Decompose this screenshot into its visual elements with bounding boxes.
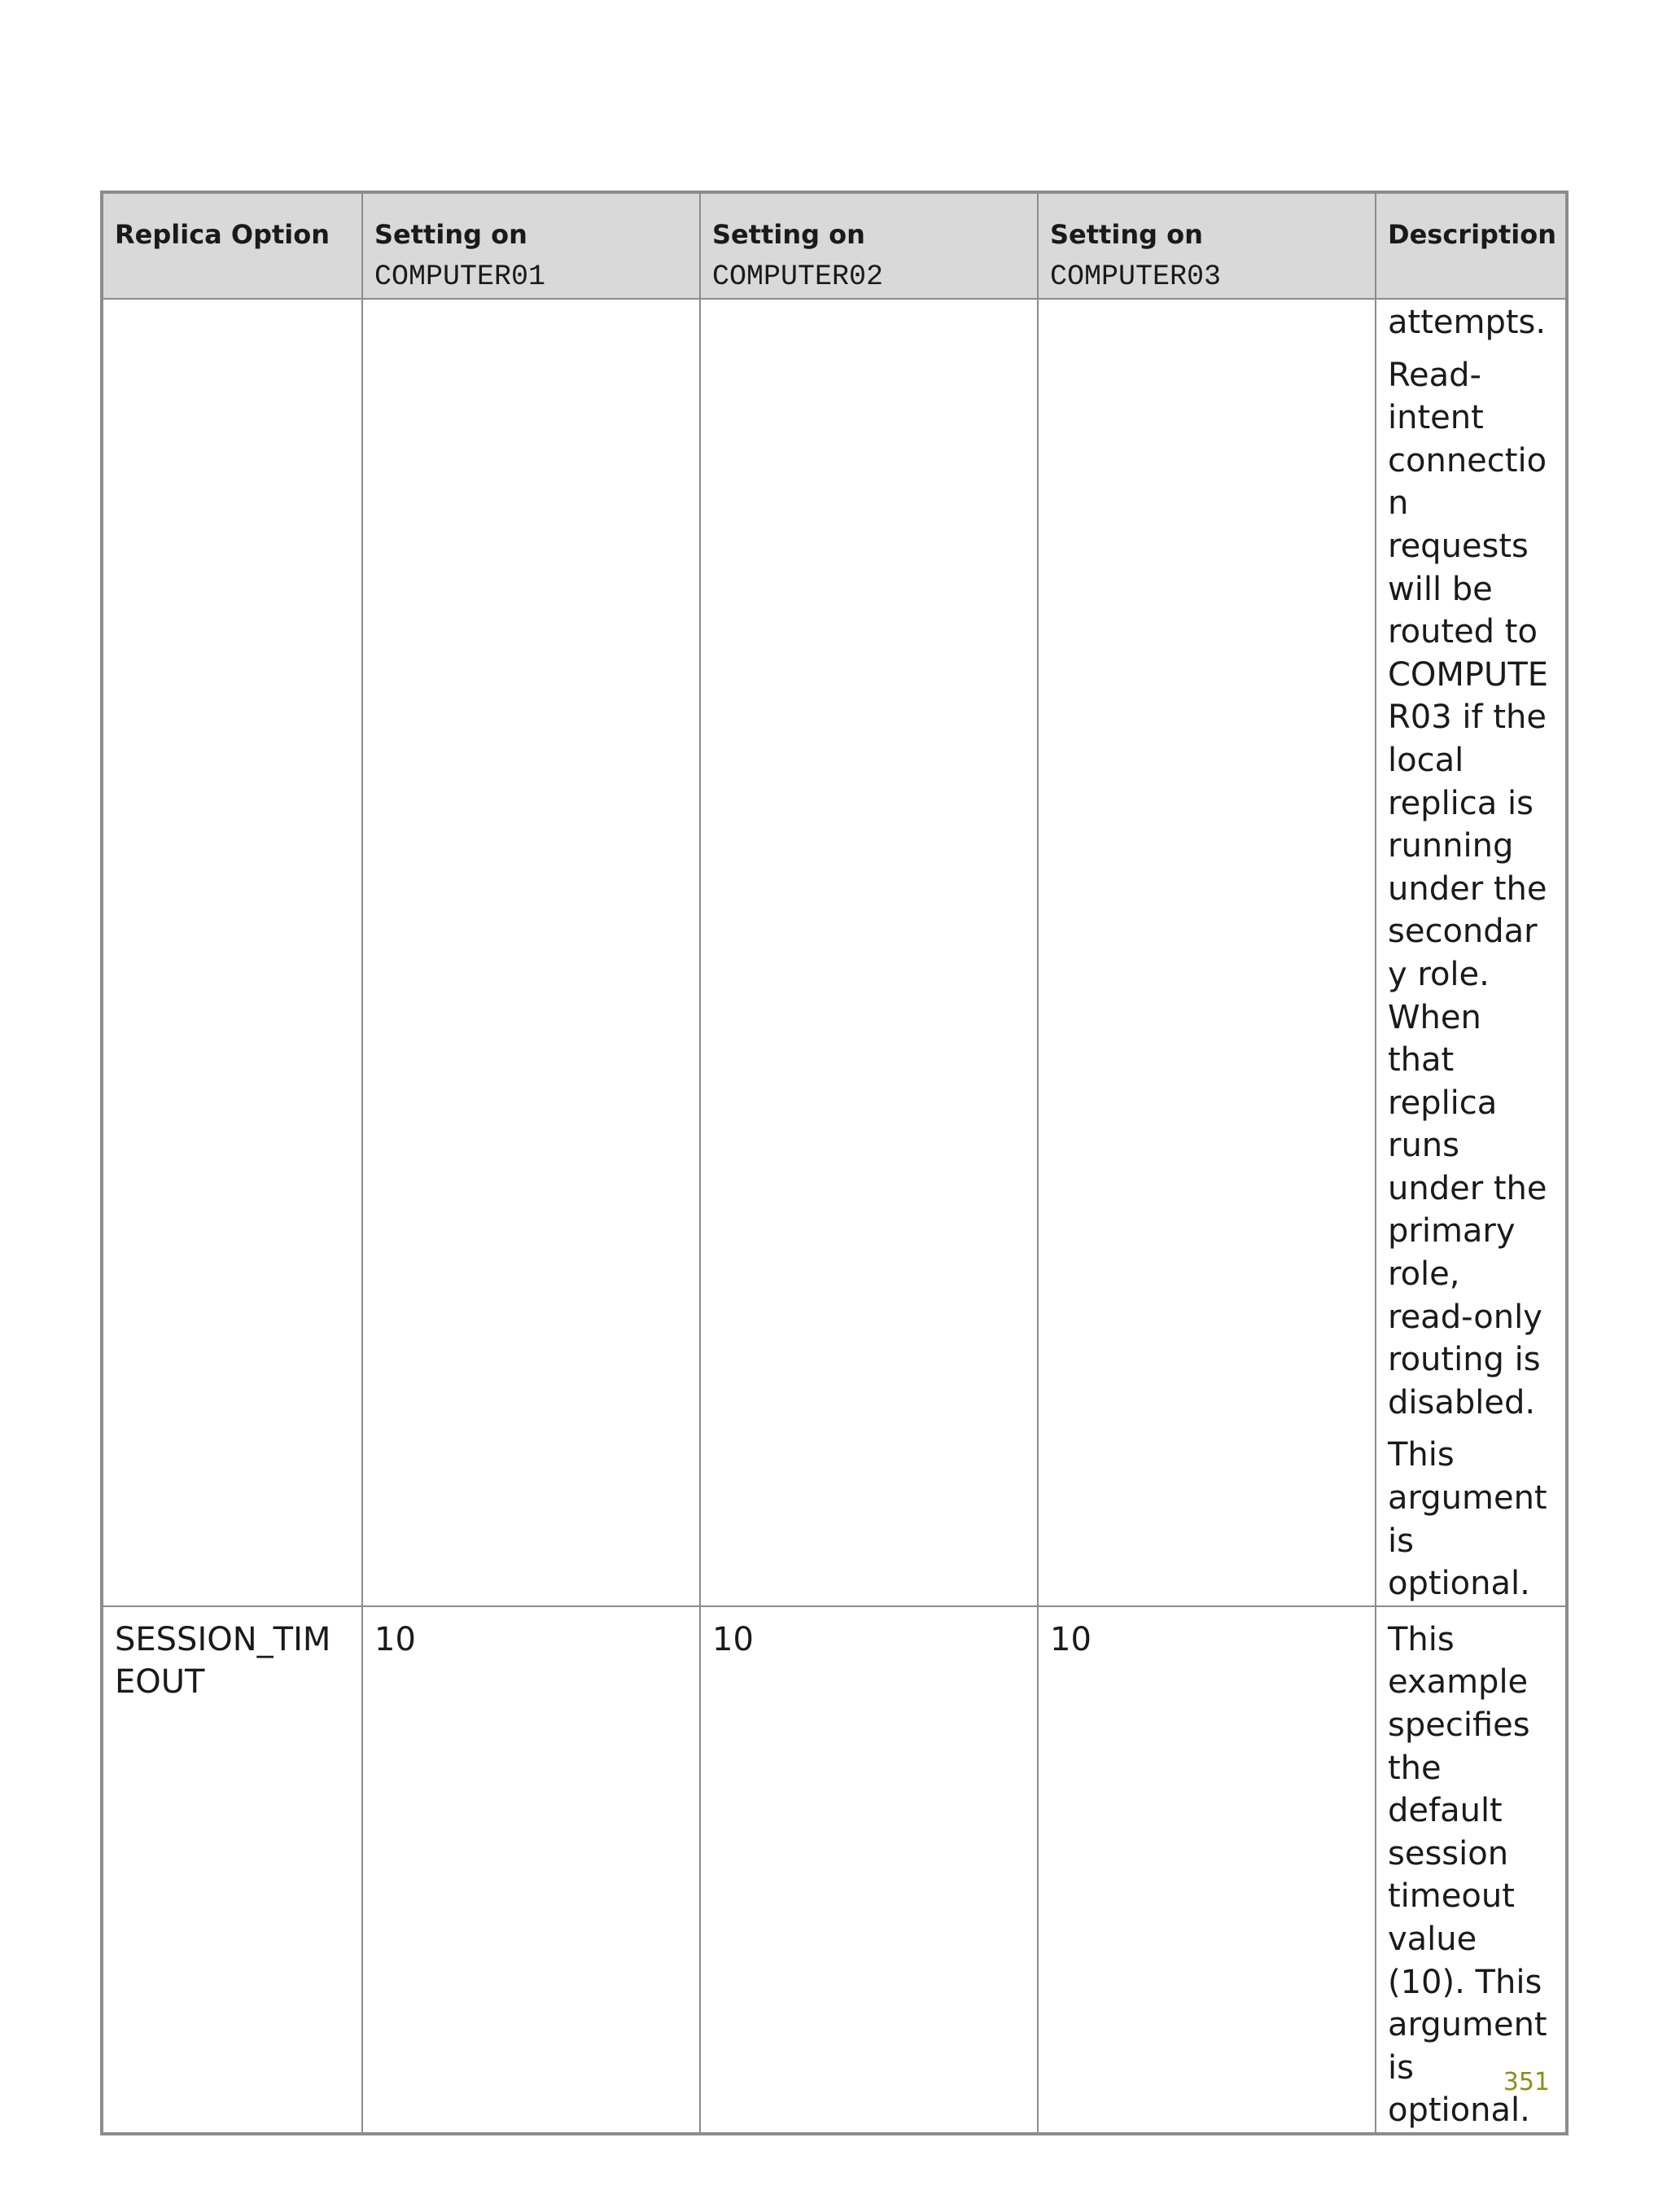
cell-computer03: 10	[1038, 1606, 1376, 2134]
cell-computer01: 10	[362, 1606, 700, 2134]
header-computer-name: COMPUTER02	[712, 261, 884, 293]
table-header-row	[102, 192, 1567, 299]
description-paragraph: Read-intent connection requests will be routed to COMPUTER03 if the local replica is running under the secondary role. When that replica runs under the primary role, read-only routing is disabled.	[1388, 356, 1549, 1421]
cell-option	[102, 299, 362, 1606]
header-computer-name: COMPUTER03	[1050, 261, 1222, 293]
header-label: Setting on	[374, 219, 527, 250]
header-computer-name: COMPUTER01	[374, 261, 546, 293]
options-table	[100, 191, 1569, 2135]
header-setting-computer01	[362, 192, 700, 299]
header-label: Setting on	[712, 219, 865, 250]
cell-option: SESSION_TIMEOUT	[102, 1606, 362, 2134]
header-setting-computer02	[700, 192, 1038, 299]
cell-computer02: 10	[700, 1606, 1038, 2134]
description-paragraph: This argument is optional.	[1388, 1436, 1547, 1603]
cell-description	[1376, 299, 1567, 1606]
description-paragraph: This example specifies the default session timeout value (10). This argument is optional.	[1388, 1620, 1547, 2130]
cell-computer03	[1038, 299, 1376, 1606]
header-label: Description	[1388, 219, 1556, 250]
header-description	[1376, 192, 1567, 299]
cell-description	[1376, 1606, 1567, 2134]
page-number: 351	[1503, 2068, 1550, 2096]
table-row	[102, 299, 1567, 1606]
header-setting-computer03	[1038, 192, 1376, 299]
header-label: Replica Option	[115, 219, 330, 250]
cell-computer01	[362, 299, 700, 1606]
cell-computer02	[700, 299, 1038, 1606]
header-replica-option	[102, 192, 362, 299]
header-label: Setting on	[1050, 219, 1203, 250]
description-paragraph: attempts.	[1388, 304, 1547, 341]
table-row	[102, 1606, 1567, 2134]
